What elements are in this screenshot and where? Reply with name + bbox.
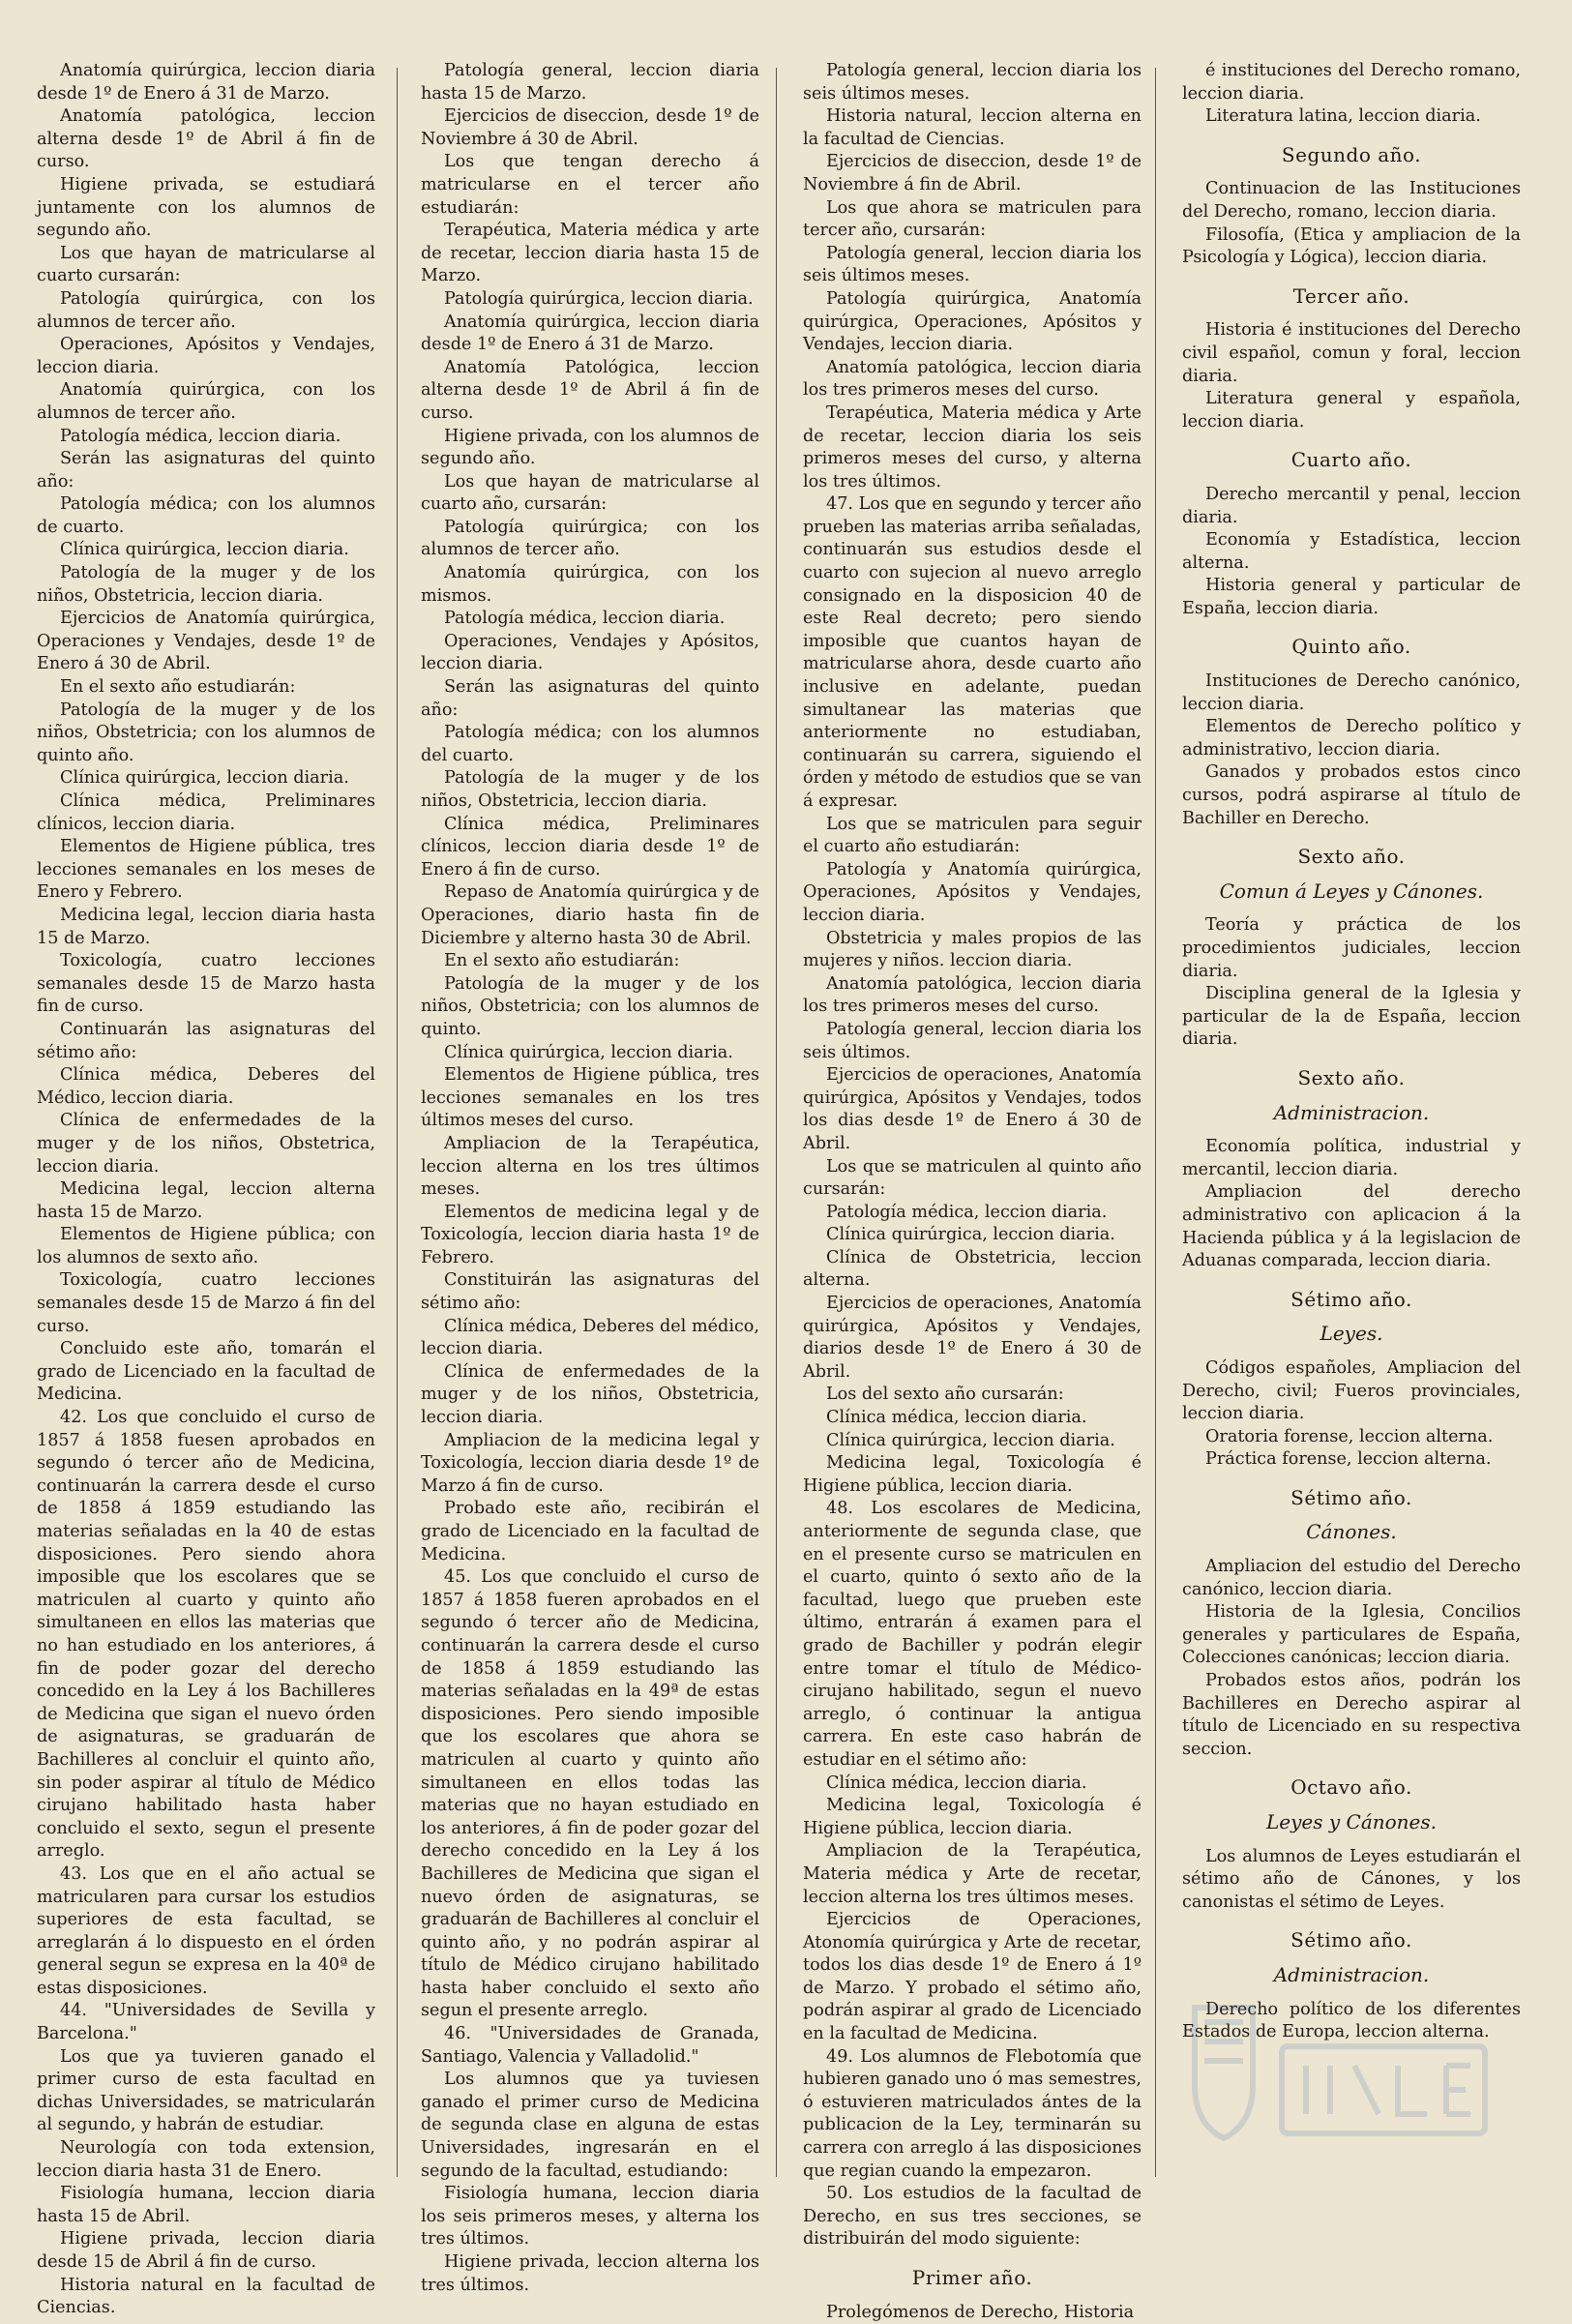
paragraph: Repaso de Anatomía quirúrgica y de Operaciones, diario hasta fin de Diciembre y alterno hasta 30 de Abril. (421, 882, 759, 948)
paragraph: Continuacion de las Instituciones del Derecho, romano, leccion diaria. (1182, 179, 1521, 222)
paragraph: Elementos de Higiene pública, tres lecciones semanales en los tres últimos meses del curso. (421, 1065, 759, 1131)
paragraph: Ejercicios de operaciones, Anatomía quirúrgica, Apósitos y Vendajes, diarios desde 1º de Enero á 30 de Abril. (803, 1294, 1142, 1382)
paragraph: Clínica quirúrgica, leccion diaria. (60, 540, 349, 560)
paragraph: 50. Los estudios de la facultad de Derecho, en sus tres secciones, se distribuirán del modo siguiente: (803, 2184, 1142, 2250)
section-subheading: Administracion. (1273, 1962, 1430, 1986)
paragraph: Anatomía Patológica, leccion alterna desde 1º de Abril á fin de curso. (421, 357, 759, 423)
section-heading: Sétimo año. (1290, 1928, 1412, 1952)
paragraph: Terapéutica, Materia médica y Arte de recetar, leccion diaria los seis primeros meses del curso, y alterna los tres últimos. (803, 402, 1142, 492)
paragraph: Ampliacion del estudio del Derecho canónico, leccion diaria. (1182, 1557, 1521, 1599)
paragraph: Serán las asignaturas del quinto año: (37, 449, 375, 492)
paragraph: Patología de la muger y de los niños, Obstetricia; con los alumnos de quinto. (421, 973, 759, 1039)
paragraph: Los que hayan de matricularse al cuarto año, cursarán: (421, 471, 759, 515)
paragraph: 49. Los alumnos de Flebotomía que hubieren ganado uno ó mas semestres, ó estuvieren matriculados ántes de la publicacion de la Ley, terminarán su carrera con arreglo á las disposiciones que regian cuando la empezaron. (803, 2046, 1142, 2181)
paragraph: Higiene privada, se estudiará juntamente con los alumnos de segundo año. (37, 174, 375, 241)
paragraph: Historia natural en la facultad de Ciencias. (37, 2275, 375, 2318)
paragraph: Economía y Estadística, leccion alterna. (1182, 530, 1521, 573)
paragraph: Anatomía patológica, leccion diaria los tres primeros meses del curso. (803, 973, 1142, 1017)
paragraph: Oratoria forense, leccion alterna. (1205, 1426, 1494, 1446)
paragraph: Anatomía quirúrgica, con los mismos. (421, 563, 759, 606)
paragraph: Medicina legal, Toxicología é Higiene pública, leccion diaria. (803, 1453, 1142, 1496)
paragraph: Economía política, industrial y mercantil, leccion diaria. (1182, 1137, 1521, 1179)
paragraph: Anatomía patológica, leccion alterna desde 1º de Abril á fin de curso. (37, 106, 375, 172)
paragraph: Serán las asignaturas del quinto año: (421, 677, 759, 720)
section-heading: Primer año. (911, 2266, 1033, 2289)
section-heading: Sexto año. (1297, 1065, 1406, 1089)
column-4 (1182, 60, 1521, 2044)
paragraph: Patología general, leccion diaria los seis últimos meses. (803, 243, 1142, 286)
paragraph: Obstetricia y males propios de las mujeres y niños. leccion diaria. (803, 928, 1142, 971)
section-subheading: Leyes. (1320, 1322, 1383, 1346)
paragraph: Patología médica; con los alumnos de cuarto. (37, 494, 375, 537)
paragraph: Elementos de Higiene pública; con los alumnos de sexto año. (37, 1225, 375, 1267)
paragraph: Anatomía quirúrgica, leccion diaria desde 1º de Enero á 31 de Marzo. (421, 312, 759, 355)
paragraph: Ejercicios de operaciones, Anatomía quirúrgica, Apósitos y Vendajes, todos los dias desde 1º de Enero á 30 de Abril. (803, 1065, 1142, 1153)
paragraph: Clínica quirúrgica, leccion diaria. (444, 1042, 733, 1062)
paragraph: Patología de la muger y de los niños, Obstetricia, leccion diaria. (421, 768, 759, 811)
paragraph: Operaciones, Vendajes y Apósitos, leccion diaria. (421, 631, 759, 674)
paragraph: Clínica quirúrgica, leccion diaria. (60, 768, 349, 789)
paragraph: Fisiología humana, leccion diaria los seis primeros meses, y alterna los tres últimos. (421, 2184, 759, 2250)
paragraph: Continuarán las asignaturas del sétimo año: (37, 1019, 375, 1062)
paragraph: Ejercicios de Operaciones, Atonomía quirúrgica y Arte de recetar, todos los dias desde 1º de Enero á 1º de Marzo. Y probado el sétimo año, podrán aspirar al grado de Licenciado en la facultad de Medicina. (803, 1910, 1142, 2044)
paragraph: Elementos de Derecho político y administrativo, leccion diaria. (1182, 717, 1521, 760)
paragraph: Filosofía, (Etica y ampliacion de la Psicología y Lógica), leccion diaria. (1182, 224, 1521, 268)
paragraph: Terapéutica, Materia médica y arte de recetar, leccion diaria hasta 15 de Marzo. (421, 221, 759, 286)
paragraph: 48. Los escolares de Medicina, anteriormente de segunda clase, que en el presente curso se matriculen en el cuarto, quinto ó sexto año de la facultad, luego que prueben este último, entrarán á examen para el grado de Bachiller y podrán elegir entre tomar el título de Médico-cirujano habilitado, segun el nuevo arreglo, ó continuar la antigua carrera. En este caso habrán de estudiar en el sétimo año: (803, 1499, 1142, 1770)
paragraph: Clínica médica, Deberes del médico, leccion diaria. (421, 1316, 759, 1359)
paragraph: Neurología con toda extension, leccion diaria hasta 31 de Enero. (37, 2138, 375, 2181)
paragraph: Patología médica, leccion diaria. (826, 1202, 1108, 1222)
paragraph: Toxicología, cuatro lecciones semanales desde 15 de Marzo á fin del curso. (37, 1270, 375, 1336)
paragraph: Literatura general y española, leccion diaria. (1182, 389, 1521, 432)
paragraph: Los que hayan de matricularse al cuarto cursarán: (37, 243, 375, 286)
paragraph: Patología general, leccion diaria los seis últimos. (803, 1019, 1142, 1062)
paragraph: Higiene privada, con los alumnos de segundo año. (421, 426, 759, 469)
paragraph: Elementos de Higiene pública, tres lecciones semanales en los meses de Enero y Febrero. (37, 837, 375, 903)
section-subheading: Leyes y Cánones. (1265, 1810, 1437, 1833)
section-subheading: Cánones. (1306, 1520, 1397, 1544)
paragraph: Fisiología humana, leccion diaria hasta 15 de Abril. (37, 2184, 375, 2226)
paragraph: Clínica de enfermedades de la muger y de los niños, Obstetricia, leccion diaria. (421, 1361, 759, 1428)
paragraph: Ejercicios de diseccion, desde 1º de Noviembre á 30 de Abril. (421, 106, 759, 149)
section-heading: Cuarto año. (1290, 448, 1412, 472)
paragraph: Clínica médica, leccion diaria. (826, 1773, 1087, 1793)
paragraph: Los del sexto año cursarán: (826, 1385, 1064, 1405)
section-subheading: Administracion. (1273, 1100, 1430, 1124)
paragraph: Anatomía quirúrgica, con los alumnos de tercer año. (37, 380, 375, 423)
paragraph: Higiene privada, leccion diaria desde 15 de Abril á fin de curso. (37, 2229, 375, 2272)
paragraph: 43. Los que en el año actual se matricularen para cursar los estudios superiores de esta facultad, se arreglarán á lo dispuesto en el órden general segun se expresa en la 40ª de estas disposiciones. (37, 1863, 375, 1998)
paragraph: Medicina legal, Toxicología é Higiene pública, leccion diaria. (803, 1796, 1142, 1838)
paragraph: Constituirán las asignaturas del sétimo año: (421, 1270, 759, 1314)
section-heading: Sexto año. (1297, 845, 1406, 869)
paragraph: Ampliacion del derecho administrativo con aplicacion á la Hacienda pública y á la legislacion de Aduanas comparada, leccion diaria. (1182, 1182, 1521, 1271)
paragraph: Toxicología, cuatro lecciones semanales desde 15 de Marzo hasta fin de curso. (37, 951, 375, 1017)
paragraph: Patología médica; con los alumnos del cuarto. (421, 723, 759, 765)
paragraph: Patología quirúrgica; con los alumnos de tercer año. (421, 517, 759, 560)
paragraph: Patología general, leccion diaria los seis últimos meses. (803, 61, 1142, 104)
paragraph: Disciplina general de la Iglesia y particular de la de España, leccion diaria. (1182, 984, 1521, 1050)
paragraph: Clínica médica, leccion diaria. (826, 1408, 1087, 1428)
paragraph: Historia de la Iglesia, Concilios generales y particulares de España, Colecciones canónicas; leccion diaria. (1182, 1602, 1521, 1668)
paragraph: Patología quirúrgica, Anatomía quirúrgica, Operaciones, Apósitos y Vendajes, leccion diaria. (803, 288, 1142, 355)
paragraph: Patología médica, leccion diaria. (444, 609, 726, 629)
paragraph: 42. Los que concluido el curso de 1857 á 1858 fuesen aprobados en segundo ó tercer año de Medicina, continuarán la carrera desde el curso de 1858 á 1859 estudiando las materias señaladas en la 40 de estas disposiciones. Pero siendo ahora imposible que los escolares que se matriculen al cuarto y quinto año simultaneen en ellos las materias que no han estudiado en los anteriores, á fin de poder gozar del derecho concedido en la Ley á los Bachilleres de Medicina que sigan el nuevo órden de asignaturas, se graduarán de Bachilleres al concluir el quinto año, sin poder aspirar al título de Médico cirujano habilitado hasta haber concluido el sexto, segun el presente arreglo. (37, 1408, 375, 1862)
paragraph: Clínica de enfermedades de la muger y de los niños, Obstetrica, leccion diaria. (37, 1111, 375, 1177)
paragraph: Historia general y particular de España, leccion diaria. (1182, 576, 1521, 618)
paragraph: Derecho político de los diferentes Estados de Europa, leccion alterna. (1182, 1999, 1521, 2042)
paragraph: Patología quirúrgica, con los alumnos de tercer año. (37, 288, 375, 332)
library-seal-watermark (1175, 1979, 1504, 2162)
paragraph: Instituciones de Derecho canónico, leccion diaria. (1182, 671, 1521, 714)
section-subheading: Comun á Leyes y Cánones. (1219, 879, 1484, 903)
paragraph: 46. "Universidades de Granada, Santiago, Valencia y Valladolid." (421, 2024, 759, 2067)
paragraph: Anatomía patológica, leccion diaria los tres primeros meses del curso. (803, 357, 1142, 401)
paragraph: Patología de la muger y de los niños, Obstetricia; con los alumnos de quinto año. (37, 700, 375, 765)
paragraph: Operaciones, Apósitos y Vendajes, leccion diaria. (37, 335, 375, 377)
paragraph: Los alumnos que ya tuviesen ganado el primer curso de Medicina de segunda clase en alguna de estas Universidades, ingresarán en el segundo de la facultad, estudiando: (421, 2070, 759, 2181)
paragraph: Concluido este año, tomarán el grado de Licenciado en la facultad de Medicina. (37, 1339, 375, 1405)
section-heading: Segundo año. (1281, 142, 1422, 166)
paragraph: Los que ya tuvieren ganado el primer curso de esta facultad en dichas Universidades, se matricularán al segundo, y habrán de estudiar. (37, 2046, 375, 2135)
column-3 (803, 60, 1142, 2324)
paragraph: Clínica médica, Preliminares clínicos, leccion diaria. (37, 791, 375, 834)
paragraph: Clínica quirúrgica, leccion diaria. (826, 1225, 1115, 1245)
paragraph: 44. "Universidades de Sevilla y Barcelona." (37, 2001, 375, 2044)
paragraph: Ampliacion de la Terapéutica, leccion alterna en los tres últimos meses. (421, 1133, 759, 1200)
section-heading: Octavo año. (1290, 1775, 1412, 1800)
paragraph: Patología general, leccion diaria hasta 15 de Marzo. (421, 61, 759, 104)
paragraph: Práctica forense, leccion alterna. (1205, 1449, 1492, 1470)
paragraph: Clínica médica, Preliminares clínicos, leccion diaria desde 1º de Enero á fin de curso. (421, 814, 759, 879)
section-heading: Quinto año. (1291, 635, 1411, 659)
paragraph: Prolegómenos de Derecho, Historia (826, 2302, 1135, 2322)
paragraph: Los alumnos de Leyes estudiarán el sétimo año de Cánones, y los canonistas el sétimo de Leyes. (1182, 1846, 1521, 1912)
paragraph: Literatura latina, leccion diaria. (1205, 106, 1481, 127)
paragraph: Ampliacion de la medicina legal y Toxicología, leccion diaria desde 1º de Marzo á fin de curso. (421, 1430, 759, 1496)
paragraph: Patología y Anatomía quirúrgica, Operaciones, Apósitos y Vendajes, leccion diaria. (803, 859, 1142, 925)
paragraph: Los que tengan derecho á matricularse en el tercer año estudiarán: (421, 152, 759, 218)
column-1 (37, 60, 375, 2320)
paragraph: Medicina legal, leccion alterna hasta 15 de Marzo. (37, 1179, 375, 1222)
paragraph: Higiene privada, leccion alterna los tres últimos. (421, 2252, 759, 2295)
paragraph: Patología de la muger y de los niños, Obstetricia, leccion diaria. (37, 563, 375, 606)
column-2 (421, 60, 759, 2297)
paragraph: En el sexto año estudiarán: (444, 951, 680, 971)
paragraph: Patología quirúrgica, leccion diaria. (444, 288, 754, 309)
column-rule (776, 68, 777, 2177)
paragraph: Clínica de Obstetricia, leccion alterna. (803, 1247, 1142, 1291)
paragraph: Ejercicios de diseccion, desde 1º de Noviembre á fin de Abril. (803, 152, 1142, 194)
paragraph: Medicina legal, leccion diaria hasta 15 de Marzo. (37, 905, 375, 948)
paragraph: Probado este año, recibirán el grado de Licenciado en la facultad de Medicina. (421, 1499, 759, 1564)
paragraph: En el sexto año estudiarán: (60, 677, 296, 698)
paragraph: Elementos de medicina legal y de Toxicología, leccion diaria hasta 1º de Febrero. (421, 1202, 759, 1267)
paragraph: Historia é instituciones del Derecho civil español, comun y foral, leccion diaria. (1182, 320, 1521, 386)
paragraph: Derecho mercantil y penal, leccion diaria. (1182, 484, 1521, 527)
paragraph: Teoría y práctica de los procedimientos judiciales, leccion diaria. (1182, 915, 1521, 981)
paragraph: Ampliacion de la Terapéutica, Materia médica y Arte de recetar, leccion alterna los tres últimos meses. (803, 1841, 1142, 1907)
paragraph: Los que ahora se matriculen para tercer año, cursarán: (803, 197, 1142, 241)
paragraph: Historia natural, leccion alterna en la facultad de Ciencias. (803, 106, 1142, 149)
paragraph: Clínica médica, Deberes del Médico, leccion diaria. (37, 1065, 375, 1108)
paragraph: Códigos españoles, Ampliacion del Derecho, civil; Fueros provinciales, leccion diaria. (1182, 1357, 1521, 1424)
paragraph: Ejercicios de Anatomía quirúrgica, Operaciones y Vendajes, desde 1º de Enero á 30 de Abril. (37, 609, 375, 674)
paragraph: 47. Los que en segundo y tercer año prueben las materias arriba señaladas, continuarán sus estudios desde el cuarto con sujecion al nuevo arreglo consignado en la disposicion 40 de este Real decreto; pero siendo imposible que cuantos hayan de matricularse ahora, desde cuarto año inclusive en adelante, puedan simultanear las materias que anteriormente no estudiaban, continuarán su carrera, siguiendo el órden y método de estudios que se van á expresar. (803, 494, 1142, 811)
section-heading: Sétimo año. (1290, 1287, 1412, 1311)
section-heading: Tercer año. (1292, 283, 1410, 308)
paragraph: 45. Los que concluido el curso de 1857 á 1858 fueren aprobados en el segundo ó tercer año de Medicina, continuarán la carrera desde el curso de 1858 á 1859 estudiando las materias señaladas en la 49ª de estas disposiciones. Pero siendo imposible que los escolares que ahora se matriculen al cuarto y quinto año simultaneen en ellos todas las materias que no hayan estudiado en los anteriores, á fin de poder gozar del derecho concedido en la Ley á los Bachilleres de Medicina que sigan el nuevo órden de asignaturas, se graduarán de Bachilleres al concluir el quinto año, y no podrán aspirar al título de Médico cirujano habilitado hasta haber concluido el sexto año segun el presente arreglo. (421, 1567, 759, 2021)
column-rule (1155, 68, 1156, 2177)
paragraph: Los que se matriculen para seguir el cuarto año estudiarán: (803, 814, 1142, 857)
paragraph: Los que se matriculen al quinto año cursarán: (803, 1156, 1142, 1200)
column-rule (397, 68, 398, 2177)
paragraph: Patología médica, leccion diaria. (60, 426, 341, 446)
paragraph: Ganados y probados estos cinco cursos, podrá aspirarse al título de Bachiller en Derecho. (1182, 762, 1521, 828)
section-heading: Sétimo año. (1290, 1485, 1412, 1509)
paragraph: Anatomía quirúrgica, leccion diaria desde 1º de Enero á 31 de Marzo. (37, 61, 375, 104)
paragraph: Clínica quirúrgica, leccion diaria. (826, 1430, 1115, 1450)
paragraph: é instituciones del Derecho romano, leccion diaria. (1182, 61, 1521, 104)
paragraph: Probados estos años, podrán los Bachilleres en Derecho aspirar al título de Licenciado en su respectiva seccion. (1182, 1671, 1521, 1759)
